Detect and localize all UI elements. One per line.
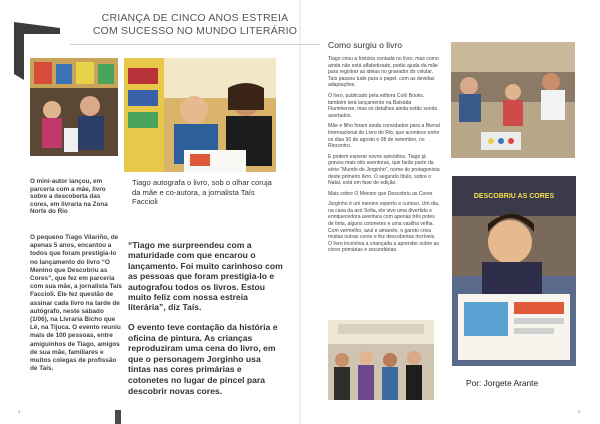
title-line-2: COM SUCESSO NO MUNDO LITERÁRIO <box>92 25 298 37</box>
intro-paragraph: O pequeno Tiago Vilariño, de apenas 5 anos, encantou a todos que foram prestigia-lo no lançamento do livro “O Menino que Descobriu as Cores”, que fez em parceria com sua mãe, a jornalista Taís Faccioli. Ele fez questão de assinar cada livro na tarde de autógrafo, neste sábado (1/06), na Livraria Bicho que Lê, na Tijuca. O evento reuniu mais de 100 pessoas, entre amiguinhos de Tiago, amigos de sua mãe, familiares e muitos colegas de profissão de Taís. <box>30 234 122 373</box>
page-number-left: 4 <box>18 409 21 414</box>
right-paragraph-origin: Tiago criou a história contada no livro, mas como ainda não está alfabetizado, pediu ajuda da mãe para registrar as ideias no gravador do celular. Taís passou tudo para o papel, com as devidas adaptações. <box>328 56 439 89</box>
right-column <box>328 56 440 258</box>
photo-caption-small: O mini-autor lançou, em parceria com a mãe, livro sobre a descoberta das cores, em livraria na Zona Norte do Rio <box>30 178 108 216</box>
photo-caption-main: Tiago autografa o livro, sob o olhar coruja da mãe e co-autora, a jornalista Taís Faccioli <box>132 178 272 207</box>
bookstore-photo <box>30 58 118 156</box>
bottom-decoration <box>115 410 121 424</box>
right-subheading: Mais sobre O Menino que Descobriu as Cores <box>328 190 433 197</box>
right-paragraph-bienal: Mãe e filho foram ainda convidados para a Bienal Internacional do Livro do Rio, que acontece entre os dias 30 de agosto e 08 de setembro, no Riocentro. <box>328 123 440 150</box>
author-credit: Por: Jorgete Arante <box>466 378 539 388</box>
signing-photo <box>124 58 276 172</box>
boy-with-book-photo <box>452 176 576 366</box>
book-banner-text: DESCOBRIU AS CORES <box>473 193 555 200</box>
crowd-photo <box>328 320 434 400</box>
pull-quote: “Tiago me surpreendeu com a maturidade com que encarou o lançamento. Foi muito carinhoso com as pessoas que foram prestigia-lo e autografou todos os livros. Estou muito feliz com nossa estreia literária”, diz Taís. <box>128 240 283 313</box>
section-heading: Como surgiu o livro <box>328 40 403 50</box>
page-fold <box>299 0 301 424</box>
title-line-1: CRIANÇA DE CINCO ANOS ESTREIA <box>101 12 289 24</box>
right-paragraph-synopsis: Jorginho é um menino esperto e curioso. Um dia, na casa da avó Sofia, ele vive uma divertida e enriquecedora aventura com apenas três potes de tinta, alguns cotonetes e uma vasilha velha. Com vermelho, azul e amarelo, o garoto criou muitas outras cores e fez descobertas incríveis. O livro incentiva a criançada a aprender sobre as cores primárias e secundárias. <box>328 201 440 254</box>
page-number-right: 5 <box>578 409 581 414</box>
title-divider <box>70 44 320 45</box>
article-title <box>70 12 320 38</box>
right-paragraph-publisher: O livro, publicado pela editora Colô Books, também terá lançamento na Baixada Fluminense, mas os detalhes ainda estão sendo acertados. <box>328 92 438 119</box>
right-paragraph-episodes: E podem esperar novos episódios. Tiago já gravou mais oito aventuras, que farão parte da série “Mundo de Jorginho”, nome do protagonista deste primeiro livro. O segundo título, sobre o Natal, está em fase de edição. <box>328 153 440 187</box>
event-paragraph: O evento teve contação da história e oficina de pintura. As crianças reproduziram uma cena do livro, em que o personagem Jorginho usa tintas nas cores primárias e cotonetes no lugar de pincel para descobrir novas cores. <box>128 322 278 396</box>
workshop-photo <box>451 42 575 158</box>
